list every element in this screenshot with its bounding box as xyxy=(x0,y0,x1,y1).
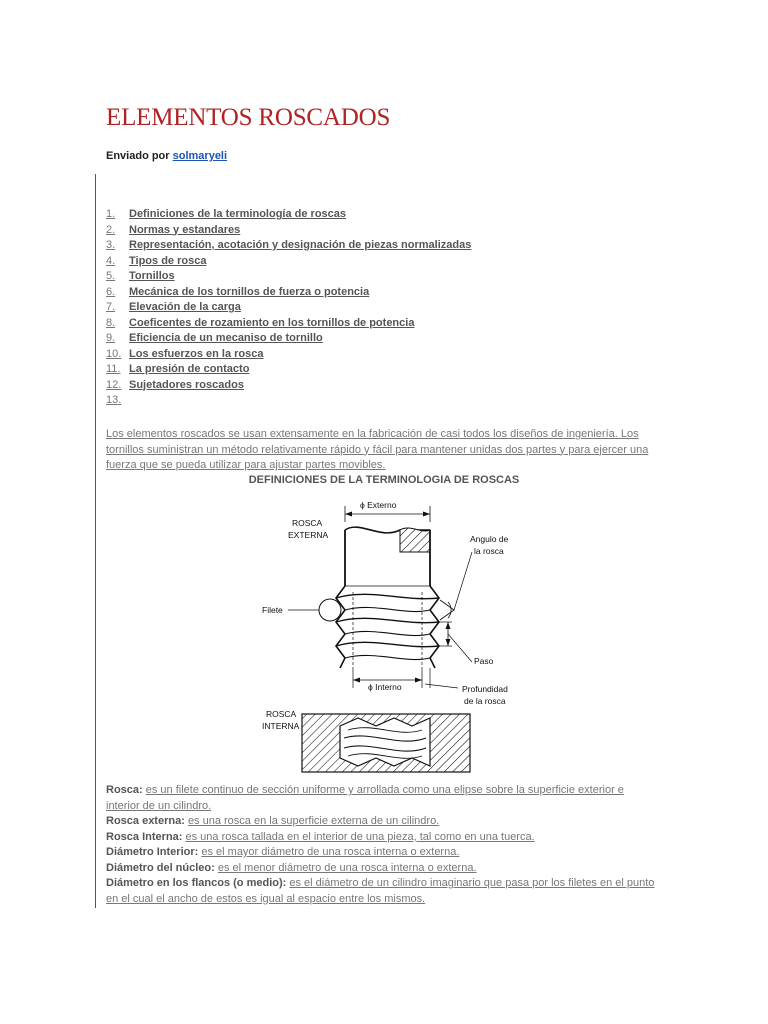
label-rosca-interna-2: INTERNA xyxy=(262,721,300,731)
toc-item[interactable]: 4. Tipos de rosca xyxy=(106,254,207,267)
toc-item[interactable]: 3. Representación, acotación y designación de piezas normalizadas xyxy=(106,239,472,251)
toc-item[interactable]: 2. Normas y estandares xyxy=(106,223,241,236)
toc-item[interactable]: 13. xyxy=(106,394,122,406)
definition-item: Rosca externa: es una rosca en la superficie externa de un cilindro. xyxy=(106,815,440,827)
definition-item: Rosca Interna: es una rosca tallada en el interior de una pieza, tal como en una tuerca. xyxy=(106,830,535,843)
toc-item[interactable]: 7. Elevación de la carga xyxy=(106,301,241,313)
toc-item[interactable]: 5. Tornillos xyxy=(106,270,175,282)
label-paso: Paso xyxy=(474,656,494,666)
definition-item: Diámetro del núcleo: es el menor diámetro de una rosca interna o externa. xyxy=(106,861,477,874)
intro-paragraph: Los elementos roscados se usan extensamente en la fabricación de casi todos los diseños de ingeniería. Los tornillos suministran un método relativamente rápido y fácil para mantener unidas dos partes y para ejercer una fuerza que se pueda utilizar para ajustar partes movibles. xyxy=(106,428,649,471)
label-rosca-interna-1: ROSCA xyxy=(266,709,297,719)
definition-item: Rosca: es un filete continuo de sección uniforme y arrollada como una elipse sobre la superficie exterior e interior de un cilindro. xyxy=(106,784,624,812)
label-rosca-externa-1: ROSCA xyxy=(292,518,323,528)
toc-item[interactable]: 10. Los esfuerzos en la rosca xyxy=(106,347,264,360)
toc-item[interactable]: 1. Definiciones de la terminología de roscas xyxy=(106,208,347,220)
label-rosca-externa-2: EXTERNA xyxy=(288,530,329,540)
byline xyxy=(106,150,227,162)
toc-item[interactable]: 8. Coeficentes de rozamiento en los tornillos de potencia xyxy=(106,316,415,329)
definition-item: Diámetro en los flancos (o medio): es el diámetro de un cilindro imaginario que pasa por los filetes en el punto en el cual el ancho de estos es igual al espacio entre los mismos. xyxy=(106,877,655,905)
left-rule xyxy=(95,174,96,908)
thread-terminology-diagram xyxy=(240,492,530,778)
toc-item[interactable]: 6. Mecánica de los tornillos de fuerza o potencia xyxy=(106,285,370,298)
label-angulo-2: la rosca xyxy=(474,546,504,556)
label-diametro-externo: ϕ Externo xyxy=(360,500,397,510)
toc-item[interactable]: 12. Sujetadores roscados xyxy=(106,378,244,391)
label-diametro-interno: ϕ Interno xyxy=(368,682,402,692)
definition-item: Diámetro Interior: es el mayor diámetro de una rosca interna o externa. xyxy=(106,846,460,858)
byline-prefix: Enviado por xyxy=(106,150,170,162)
label-profundidad-2: de la rosca xyxy=(464,696,506,706)
section-heading: DEFINICIONES DE LA TERMINOLOGIA DE ROSCAS xyxy=(248,474,520,486)
definitions xyxy=(106,783,658,907)
label-profundidad-1: Profundidad xyxy=(462,684,508,694)
toc-item[interactable]: 11. La presión de contacto xyxy=(106,363,250,375)
label-filete: Filete xyxy=(262,605,283,615)
toc-item[interactable]: 9. Eficiencia de un mecaniso de tornillo xyxy=(106,332,323,344)
page-title: ELEMENTOS ROSCADOS xyxy=(106,104,391,131)
table-of-contents xyxy=(106,207,471,409)
label-angulo-1: Angulo de xyxy=(470,534,509,544)
author-link[interactable]: solmaryeli xyxy=(172,150,228,162)
